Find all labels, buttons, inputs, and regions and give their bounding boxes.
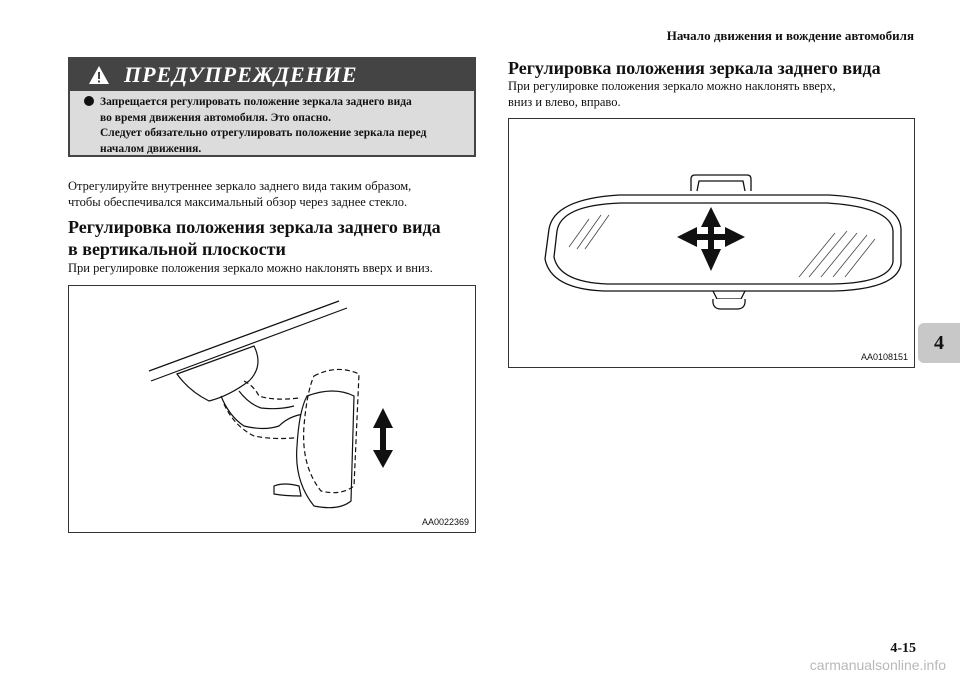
warning-title: ПРЕДУПРЕЖДЕНИЕ <box>124 62 358 87</box>
section-text-vertical: При регулировке положения зеркало можно наклонять вверх и вниз. <box>68 261 433 275</box>
figure-code: AA0108151 <box>860 352 908 362</box>
section-text-general: При регулировке положения зеркало можно наклонять вверх, вниз и влево, вправо. <box>508 79 836 109</box>
bullet-icon <box>84 96 94 106</box>
warning-icon <box>88 65 110 85</box>
intro-paragraph: Отрегулируйте внутреннее зеркало заднего вида таким образом, чтобы обеспечивался максимальный обзор через заднее стекло. <box>68 179 412 209</box>
page-number: 4-15 <box>890 641 916 656</box>
warning-box <box>68 57 476 157</box>
mirror-front-view-illustration <box>509 119 914 367</box>
running-header: Начало движения и вождение автомобиля <box>666 28 914 43</box>
figure-code: AA0022369 <box>421 517 469 527</box>
section-heading-vertical: Регулировка положения зеркала заднего вида в вертикальной плоскости <box>68 217 441 259</box>
warning-line: во время движения автомобиля. Это опасно. <box>100 111 332 124</box>
warning-line: Запрещается регулировать положение зеркала заднего вида <box>84 95 464 111</box>
watermark[interactable]: carmanualsonline.info <box>809 657 946 673</box>
warning-header <box>70 59 474 91</box>
figure-general-adjustment <box>508 118 915 368</box>
warning-line: началом движения. <box>100 142 202 155</box>
figure-vertical-adjustment <box>68 285 476 533</box>
mirror-side-view-illustration <box>69 286 475 532</box>
warning-body <box>84 95 464 157</box>
section-heading-general: Регулировка положения зеркала заднего вида <box>508 58 881 78</box>
chapter-tab-label: 4 <box>934 331 944 354</box>
chapter-tab <box>918 323 960 363</box>
warning-line: Следует обязательно отрегулировать положение зеркала перед <box>100 127 427 139</box>
